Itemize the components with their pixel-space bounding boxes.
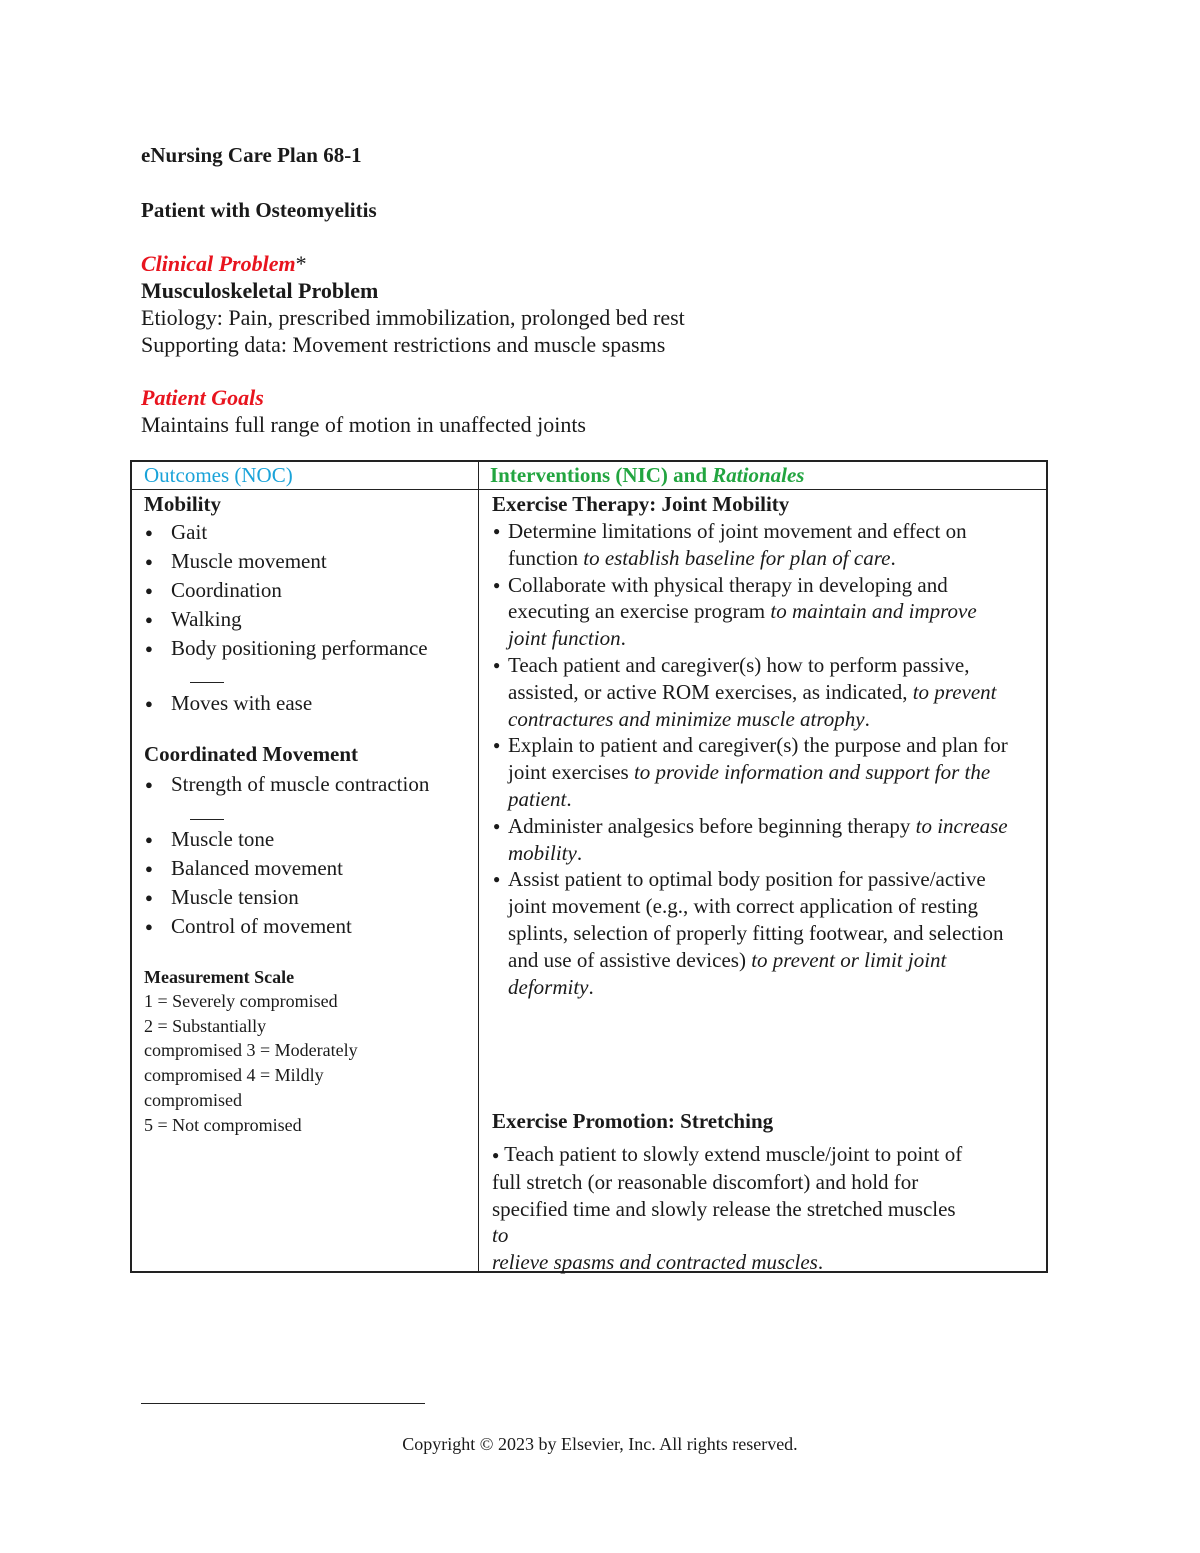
list-item: ● Balanced movement: [144, 854, 352, 883]
list-item: [492, 652, 1012, 732]
list-item: ● Body positioning performance: [144, 634, 428, 663]
etiology: Etiology: Pain, prescribed immobilization, prolonged bed rest: [141, 305, 685, 330]
header-divider: [132, 489, 1046, 490]
rating-blank-line: [190, 819, 224, 820]
rationale-text: to establish baseline for plan of care: [583, 545, 891, 570]
stretching-intervention: [492, 1141, 962, 1276]
joint-mobility-heading: Exercise Therapy: Joint Mobility: [492, 492, 790, 516]
list-item: ● Muscle tone: [144, 825, 352, 854]
scale-line: 1 = Severely compromised: [144, 991, 338, 1011]
intervention-text: full stretch (or reasonable discomfort) and hold for: [492, 1169, 919, 1194]
intervention-text: Teach patient to slowly extend muscle/joint to point of: [504, 1142, 963, 1166]
list-item: [492, 518, 1012, 572]
scale-line: compromised 3 = Moderately: [144, 1040, 358, 1061]
list-item: ● Gait: [144, 518, 428, 547]
scale-line: 5 = Not compromised: [144, 1114, 302, 1135]
intervention-text: Teach patient and caregiver(s) how to perform passive, assisted, or active ROM exercises, as indicated,: [508, 652, 970, 704]
list-item: [492, 866, 1012, 1000]
list-item: ● Muscle tension: [144, 883, 352, 912]
period: .: [890, 545, 896, 570]
document-title: eNursing Care Plan 68-1: [141, 143, 362, 167]
asterisk: *: [295, 251, 307, 276]
supporting-data: Supporting data: Movement restrictions and muscle spasms: [141, 332, 666, 357]
period: .: [576, 840, 583, 865]
measurement-scale-lines: [144, 989, 358, 1137]
measurement-scale-heading: Measurement Scale: [144, 967, 295, 987]
coordinated-list: [144, 825, 352, 941]
rationale-text: to prevent contractures and minimize muscle atrophy: [508, 679, 997, 731]
period: .: [864, 706, 870, 731]
care-plan-table: [130, 460, 1048, 1273]
coordinated-movement-heading: Coordinated Movement: [144, 742, 359, 766]
list-item: ● Coordination: [144, 576, 428, 605]
interventions-header-label: Interventions (NIC) and: [490, 463, 713, 487]
joint-mobility-list: [492, 518, 1012, 1000]
coordinated-first-list: [144, 770, 429, 799]
interventions-header: [490, 463, 804, 488]
period: .: [620, 626, 626, 651]
outcomes-header: Outcomes (NOC): [144, 463, 293, 487]
scale-line: compromised: [144, 1089, 242, 1110]
intervention-text: specified time and slowly release the stretched muscles: [492, 1196, 956, 1221]
rationale-text: to prevent or limit joint deformity: [508, 947, 947, 999]
problem-name: Musculoskeletal Problem: [141, 278, 379, 303]
list-item: ● Moves with ease: [144, 689, 312, 718]
clinical-problem-label: Clinical Problem: [141, 251, 296, 276]
period: .: [588, 974, 594, 999]
list-item: [492, 732, 1012, 812]
intervention-text: Determine limitations of joint movement and effect on function: [508, 519, 967, 570]
list-item: [492, 813, 1012, 867]
footnote-separator: [141, 1403, 425, 1404]
rationale-text: to: [492, 1223, 509, 1248]
list-item: ● Muscle movement: [144, 547, 428, 576]
rationale-text: to provide information and support for the patient: [508, 760, 991, 811]
period: .: [566, 786, 572, 811]
intervention-text: Administer analgesics before beginning therapy: [508, 813, 916, 838]
scale-line: compromised 4 = Mildly: [144, 1065, 324, 1086]
rationale-text: to increase mobility: [508, 813, 1008, 865]
intervention-text: Assist patient to optimal body position for passive/active joint movement (e.g., with correct application of resting splints, selection of properly fitting footwear, and selection and use of assistive devices): [508, 867, 1004, 972]
stretching-heading: Exercise Promotion: Stretching: [492, 1109, 774, 1133]
intervention-text: Collaborate with physical therapy in developing and executing an exercise program: [508, 572, 948, 624]
copyright-text: Copyright © 2023 by Elsevier, Inc. All rights reserved.: [402, 1434, 798, 1454]
list-item: ● Strength of muscle contraction: [144, 770, 429, 799]
scale-line: 2 = Substantially: [144, 1015, 267, 1036]
clinical-problem-heading: [141, 250, 307, 277]
bullet-icon: ●: [492, 1148, 500, 1162]
list-item: ● Control of movement: [144, 912, 352, 941]
intervention-text: Explain to patient and caregiver(s) the purpose and plan for joint exercises: [508, 733, 1008, 785]
mobility-list: [144, 518, 428, 663]
document-subtitle: Patient with Osteomyelitis: [141, 198, 377, 222]
list-item: ● Walking: [144, 605, 428, 634]
rationale-text: to maintain and improve joint function: [508, 599, 977, 651]
list-item: [492, 572, 1012, 652]
mobility-heading: Mobility: [144, 492, 221, 516]
rating-blank-line: [190, 682, 224, 683]
rationale-text: relieve spasms and contracted muscles: [492, 1250, 818, 1275]
patient-goals-heading: Patient Goals: [141, 385, 264, 410]
rationales-header-label: Rationales: [712, 463, 805, 487]
mobility-extra-list: [144, 689, 312, 718]
column-divider: [478, 462, 479, 1271]
period: .: [817, 1250, 824, 1275]
patient-goal: Maintains full range of motion in unaffected joints: [141, 412, 586, 437]
